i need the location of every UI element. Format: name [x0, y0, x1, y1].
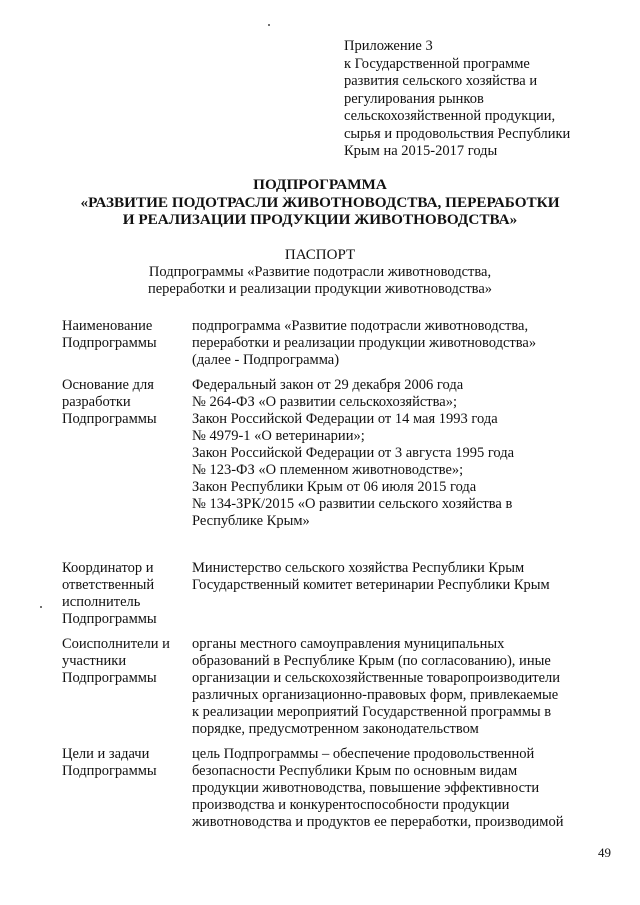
row-label-line: Подпрограммы	[62, 411, 157, 427]
passport-title: ПАСПОРТ	[284, 247, 356, 263]
row-label-line: Подпрограммы	[62, 335, 157, 351]
passport-subtitle	[0, 264, 640, 298]
row-value-line: организации и сельскохозяйственные товаропроизводители	[192, 670, 561, 686]
row-value-line: Закон Республики Крым от 06 июля 2015 года	[192, 479, 477, 495]
row-value	[192, 746, 622, 831]
row-value-line: продукции животноводства, повышение эффективности	[192, 780, 540, 796]
row-label-line: Основание для	[62, 377, 154, 393]
row-value-line: Государственный комитет ветеринарии Республики Крым	[192, 577, 550, 593]
heading-line: «РАЗВИТИЕ ПОДОТРАСЛИ ЖИВОТНОВОДСТВА, ПЕРЕРАБОТКИ	[80, 193, 560, 211]
annex-line: регулирования рынков	[344, 90, 484, 107]
row-label	[62, 377, 192, 428]
row-value-line: № 123-ФЗ «О племенном животноводстве»;	[192, 462, 464, 478]
heading-line: ПОДПРОГРАММА	[253, 176, 387, 193]
row-value	[192, 318, 622, 369]
row-label	[62, 560, 192, 628]
row-value-line: производства и конкурентоспособности продукции	[192, 797, 510, 813]
scan-speck	[40, 606, 42, 608]
row-value-line: переработки и реализации продукции животноводства»	[192, 335, 537, 351]
row-value-line: Закон Российской Федерации от 14 мая 1993 года	[192, 411, 498, 427]
annex-line: сырья и продовольствия Республики	[344, 125, 571, 142]
row-value-line: № 134-ЗРК/2015 «О развитии сельского хозяйства в	[192, 496, 513, 512]
row-value-line: Республике Крым»	[192, 513, 310, 529]
row-value-line: № 4979-1 «О ветеринарии»;	[192, 428, 365, 444]
row-label-line: участники	[62, 653, 127, 669]
row-value-line: Министерство сельского хозяйства Республики Крым	[192, 560, 525, 576]
row-value-line: цель Подпрограммы – обеспечение продовольственной	[192, 746, 535, 762]
row-label-line: Соисполнители и	[62, 636, 170, 652]
annex-line: Крым на 2015-2017 годы	[344, 143, 498, 159]
row-label-line: исполнитель	[62, 594, 141, 610]
subprogram-heading	[0, 176, 640, 229]
row-value	[192, 377, 622, 530]
row-label	[62, 746, 192, 780]
row-value-line: подпрограмма «Развитие подотрасли животноводства,	[192, 318, 529, 334]
row-label-line: Цели и задачи	[62, 746, 150, 762]
passport-subtitle-line: переработки и реализации продукции животноводства»	[147, 281, 493, 297]
row-value-line: Закон Российской Федерации от 3 августа 1995 года	[192, 445, 515, 461]
annex-note	[344, 38, 634, 161]
row-label-line: Подпрограммы	[62, 611, 157, 627]
row-label-line: Координатор и	[62, 560, 154, 576]
heading-line: И РЕАЛИЗАЦИИ ПРОДУКЦИИ ЖИВОТНОВОДСТВА»	[122, 211, 518, 228]
scan-speck	[268, 24, 270, 26]
annex-line: к Государственной программе	[344, 55, 530, 72]
row-label-line: Подпрограммы	[62, 670, 157, 686]
row-value-line: порядке, предусмотренном законодательством	[192, 721, 479, 737]
row-label-line: Подпрограммы	[62, 763, 157, 779]
row-label-line: Наименование	[62, 318, 153, 334]
row-value-line: образований в Республике Крым (по согласованию), иные	[192, 653, 551, 669]
row-value-line: животноводства и продуктов ее переработки, производимой	[192, 814, 564, 830]
row-value-line: к реализации мероприятий Государственной программы в	[192, 704, 552, 720]
row-value	[192, 636, 622, 738]
row-value-line: безопасности Республики Крым по основным видам	[192, 763, 518, 779]
annex-line: сельскохозяйственной продукции,	[344, 108, 556, 124]
annex-line: Приложение 3	[344, 38, 433, 54]
row-label-line: разработки	[62, 394, 131, 410]
row-label-line: ответственный	[62, 577, 155, 593]
row-value-line: Федеральный закон от 29 декабря 2006 года	[192, 377, 464, 393]
row-label	[62, 318, 192, 352]
passport-subtitle-line: Подпрограммы «Развитие подотрасли животноводства,	[148, 264, 492, 280]
row-value	[192, 560, 622, 594]
row-value-line: органы местного самоуправления муниципальных	[192, 636, 505, 652]
row-label	[62, 636, 192, 687]
annex-line: развития сельского хозяйства и	[344, 73, 538, 89]
page-number: 49	[598, 845, 611, 860]
row-value-line: (далее - Подпрограмма)	[192, 352, 340, 368]
row-value-line: различных организационно-правовых форм, привлекаемые	[192, 687, 559, 703]
row-value-line: № 264-ФЗ «О развитии сельскохозяйства»;	[192, 394, 458, 410]
